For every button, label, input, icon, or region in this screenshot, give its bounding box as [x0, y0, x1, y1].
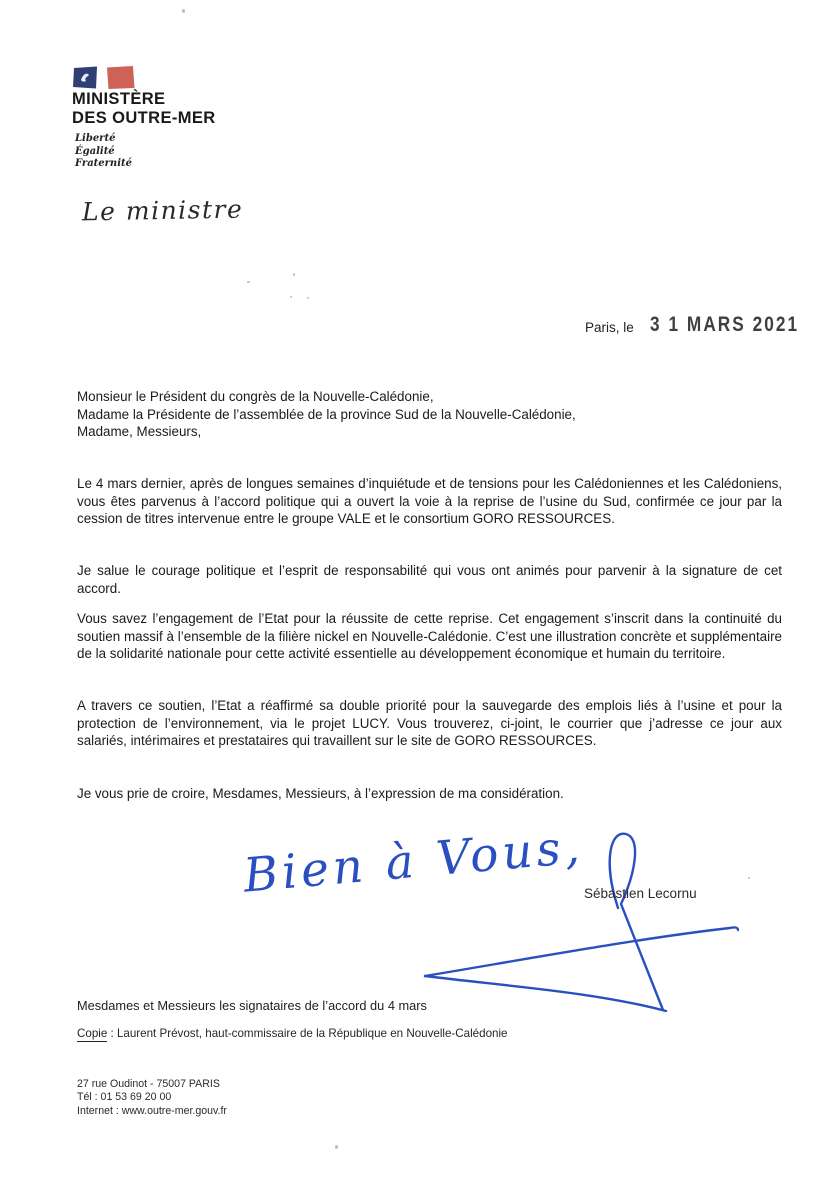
- scan-speck: [748, 877, 750, 879]
- body-paragraph: Le 4 mars dernier, après de longues semaines d’inquiétude et de tensions pour les Calédoniennes et les Calédoniens, vous êtes parvenus à l’accord politique qui a ouvert la voie à la reprise de l’usine du Sud, confirmée ce jour par la cession de titres intervenue entre le groupe VALE et le consortium GORO RESSOURCES.: [77, 476, 782, 527]
- motto-egalite: Égalité: [75, 145, 115, 157]
- footer-internet: Internet : www.outre-mer.gouv.fr: [77, 1104, 227, 1117]
- footer-phone: Tél : 01 53 69 20 00: [77, 1091, 172, 1104]
- recipient-line: Madame, Messieurs,: [77, 424, 202, 440]
- ministry-name: [72, 90, 216, 127]
- recipients-block: [77, 388, 783, 441]
- sender-title: Le ministre: [81, 194, 244, 227]
- recipient-line: Monsieur le Président du congrès de la Nouvelle-Calédonie,: [77, 389, 434, 404]
- motto-liberte: Liberté: [75, 133, 116, 144]
- copy-line: [77, 1027, 508, 1040]
- scan-speck: [182, 9, 185, 13]
- ministry-name-line1: MINISTÈRE: [72, 90, 166, 108]
- copy-label: Copie: [77, 1027, 108, 1040]
- signer-name: Sébastien Lecornu: [584, 886, 697, 901]
- french-flag-logo-icon: [73, 66, 137, 90]
- ministry-name-line2: DES OUTRE-MER: [72, 108, 216, 127]
- handwritten-closing: Bien à Vous,: [241, 819, 586, 904]
- scan-speck: [290, 296, 292, 298]
- footer-contact-block: [77, 1078, 227, 1118]
- scan-speck: [335, 1145, 338, 1149]
- scan-speck: [293, 273, 295, 276]
- body-paragraph: Je salue le courage politique et l’esprit de responsabilité qui vous ont animés pour parvenir à la signature de cet accord.: [77, 563, 782, 596]
- copy-text: : Laurent Prévost, haut-commissaire de la République en Nouvelle-Calédonie: [107, 1027, 508, 1040]
- signature-stroke: [400, 820, 740, 1020]
- republic-motto: [75, 133, 132, 171]
- motto-fraternite: Fraternité: [75, 158, 132, 169]
- addressees-line: Mesdames et Messieurs les signataires de l’accord du 4 mars: [77, 998, 427, 1013]
- closing-formula: Je vous prie de croire, Mesdames, Messieurs, à l’expression de ma considération.: [77, 786, 564, 801]
- scan-speck: [247, 281, 250, 283]
- scan-speck: [307, 297, 309, 299]
- body-paragraph: Vous savez l’engagement de l’Etat pour la réussite de cette reprise. Cet engagement s’inscrit dans la continuité du soutien massif à l’ensemble de la filière nickel en Nouvelle-Calédonie. C’est une illustration concrète et supplémentaire de la solidarité nationale pour cette activité essentielle au développement économique et humain du territoire.: [77, 611, 782, 662]
- place-and-date-label: Paris, le: [585, 320, 634, 335]
- body-paragraph: A travers ce soutien, l’Etat a réaffirmé sa double priorité pour la sauvegarde des emplois liés à l’usine et pour la protection de l’environnement, via le projet LUCY. Vous trouverez, ci-joint, le courrier que j’adresse ce jour aux salariés, intérimaires et prestataires qui travaillent sur le site de GORO RESSOURCES.: [77, 698, 782, 749]
- recipient-line: Madame la Présidente de l’assemblée de la province Sud de la Nouvelle-Calédonie,: [77, 406, 576, 422]
- date-stamp: 3 1 MARS 2021: [650, 313, 800, 336]
- footer-address: 27 rue Oudinot - 75007 PARIS: [77, 1078, 220, 1090]
